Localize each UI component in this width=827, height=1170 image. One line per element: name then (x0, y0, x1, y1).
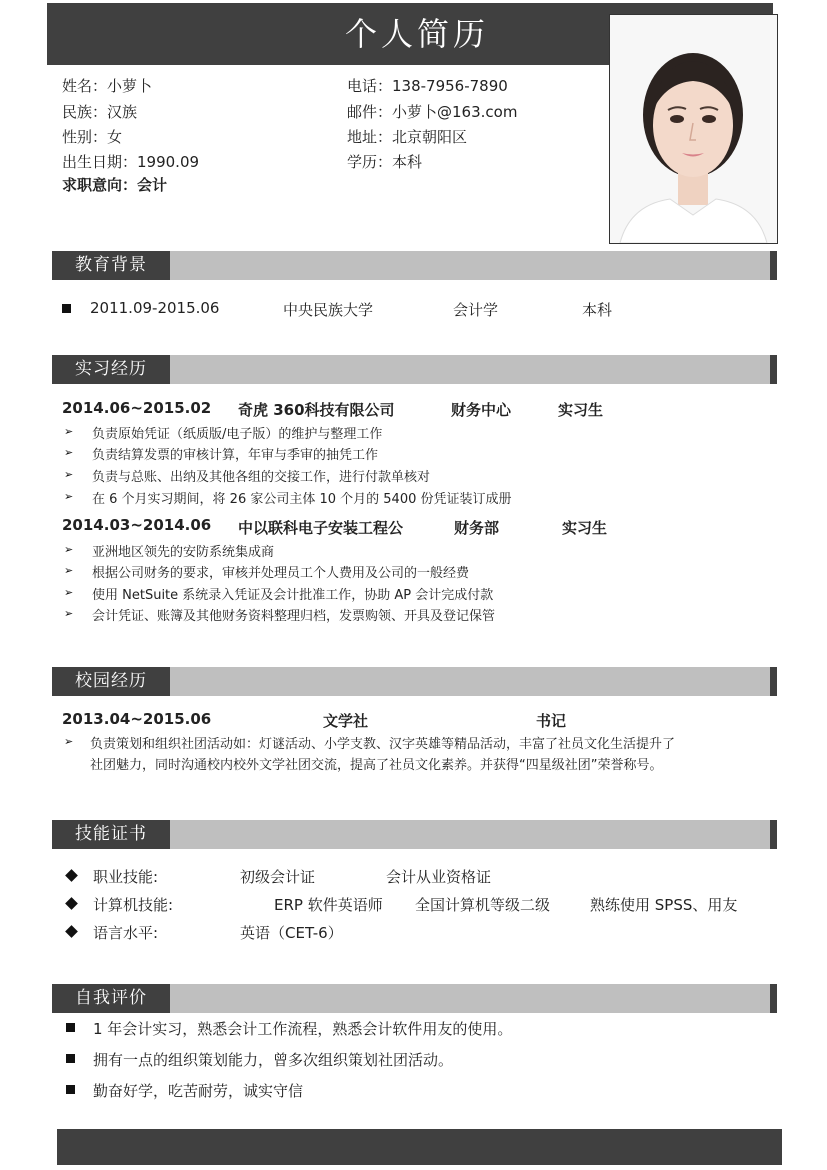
info-address: 地址：北京朝阳区 (347, 128, 468, 146)
resume-title: 个人简历 (344, 15, 489, 53)
square-bullet-icon (62, 304, 71, 313)
skill-label: 职业技能: (93, 868, 159, 886)
arrow-bullet-icon: ➢ (64, 468, 74, 481)
square-bullet-icon (66, 1085, 75, 1094)
job2-company: 中以联科电子安装工程公 (238, 519, 404, 537)
campus-org: 文学社 (323, 712, 369, 730)
section-education (52, 251, 777, 280)
info-email: 邮件：小萝卜@163.com (347, 103, 518, 121)
profile-photo (609, 14, 778, 244)
skill-value: 英语（CET-6） (240, 924, 343, 942)
self-item: 拥有一点的组织策划能力，曾多次组织策划社团活动。 (93, 1051, 454, 1069)
section-end-cap (770, 820, 777, 849)
diamond-bullet-icon (65, 897, 78, 910)
info-name: 姓名：小萝卜 (62, 77, 153, 95)
skill-value: 初级会计证 (240, 868, 316, 886)
arrow-bullet-icon: ➢ (64, 586, 74, 599)
info-phone: 电话：138-7956-7890 (347, 77, 508, 95)
arrow-bullet-icon: ➢ (64, 543, 74, 556)
job1-item: 负责原始凭证（纸质版/电子版）的维护与整理工作 (92, 427, 383, 442)
section-end-cap (770, 355, 777, 384)
info-gender: 性别：女 (62, 128, 123, 146)
job1-item: 在 6 个月实习期间，将 26 家公司主体 10 个月的 5400 份凭证装订成册 (92, 492, 512, 507)
skill-value: 全国计算机等级二级 (415, 896, 551, 914)
campus-role: 书记 (536, 712, 567, 730)
section-campus-title: 校园经历 (52, 667, 170, 696)
square-bullet-icon (66, 1054, 75, 1063)
info-ethnicity: 民族：汉族 (62, 103, 138, 121)
campus-desc-line2: 社团魅力，同时沟通校内校外文学社团交流，提高了社员文化素养。并获得“四星级社团”荣誉称号。 (90, 758, 663, 773)
job1-period: 2014.06~2015.02 (62, 399, 212, 417)
section-campus (52, 667, 777, 696)
job1-company: 奇虎 360科技有限公司 (238, 401, 395, 419)
skill-value: 会计从业资格证 (386, 868, 492, 886)
skill-label: 语言水平: (93, 924, 159, 942)
section-end-cap (770, 984, 777, 1013)
edu-level: 本科 (582, 301, 613, 319)
section-education-title: 教育背景 (52, 251, 170, 280)
job1-role: 实习生 (558, 401, 604, 419)
portrait-illustration (610, 15, 777, 243)
arrow-bullet-icon: ➢ (64, 446, 74, 459)
section-skills (52, 820, 777, 849)
self-item: 1 年会计实习，熟悉会计工作流程，熟悉会计软件用友的使用。 (93, 1020, 513, 1038)
job2-item: 会计凭证、账簿及其他财务资料整理归档，发票购领、开具及登记保管 (92, 609, 496, 624)
info-birth: 出生日期：1990.09 (62, 153, 200, 171)
section-skills-title: 技能证书 (52, 820, 170, 849)
arrow-bullet-icon: ➢ (64, 607, 74, 620)
job2-item: 亚洲地区领先的安防系统集成商 (92, 545, 275, 560)
section-internship (52, 355, 777, 384)
edu-major: 会计学 (453, 301, 499, 319)
skill-value: 熟练使用 SPSS、用友 (590, 896, 738, 914)
job2-item: 使用 NetSuite 系统录入凭证及会计批准工作，协助 AP 会计完成付款 (92, 588, 494, 603)
diamond-bullet-icon (65, 925, 78, 938)
arrow-bullet-icon: ➢ (64, 564, 74, 577)
info-degree: 学历：本科 (347, 153, 423, 171)
arrow-bullet-icon: ➢ (64, 735, 74, 748)
skill-value: ERP 软件英语师 (274, 896, 383, 914)
section-internship-title: 实习经历 (52, 355, 170, 384)
self-item: 勤奋好学，吃苦耐劳，诚实守信 (93, 1082, 304, 1100)
square-bullet-icon (66, 1023, 75, 1032)
campus-period: 2013.04~2015.06 (62, 710, 212, 728)
section-self (52, 984, 777, 1013)
footer-bar (57, 1129, 782, 1165)
skill-label: 计算机技能: (93, 896, 174, 914)
edu-period: 2011.09-2015.06 (90, 299, 220, 317)
job2-item: 根据公司财务的要求，审核并处理员工个人费用及公司的一般经费 (92, 566, 470, 581)
job1-dept: 财务中心 (451, 401, 512, 419)
job1-item: 负责结算发票的审核计算，年审与季审的抽凭工作 (92, 448, 379, 463)
campus-desc-line1: 负责策划和组织社团活动如：灯谜活动、小学支教、汉字英雄等精品活动，丰富了社员文化生活提升了 (90, 737, 676, 752)
arrow-bullet-icon: ➢ (64, 490, 74, 503)
edu-school: 中央民族大学 (283, 301, 374, 319)
job2-role: 实习生 (562, 519, 608, 537)
job1-item: 负责与总账、出纳及其他各组的交接工作，进行付款单核对 (92, 470, 431, 485)
section-end-cap (770, 251, 777, 280)
arrow-bullet-icon: ➢ (64, 425, 74, 438)
diamond-bullet-icon (65, 869, 78, 882)
section-self-title: 自我评价 (52, 984, 170, 1013)
info-objective: 求职意向：会计 (62, 176, 168, 194)
job2-dept: 财务部 (454, 519, 500, 537)
job2-period: 2014.03~2014.06 (62, 516, 212, 534)
section-end-cap (770, 667, 777, 696)
